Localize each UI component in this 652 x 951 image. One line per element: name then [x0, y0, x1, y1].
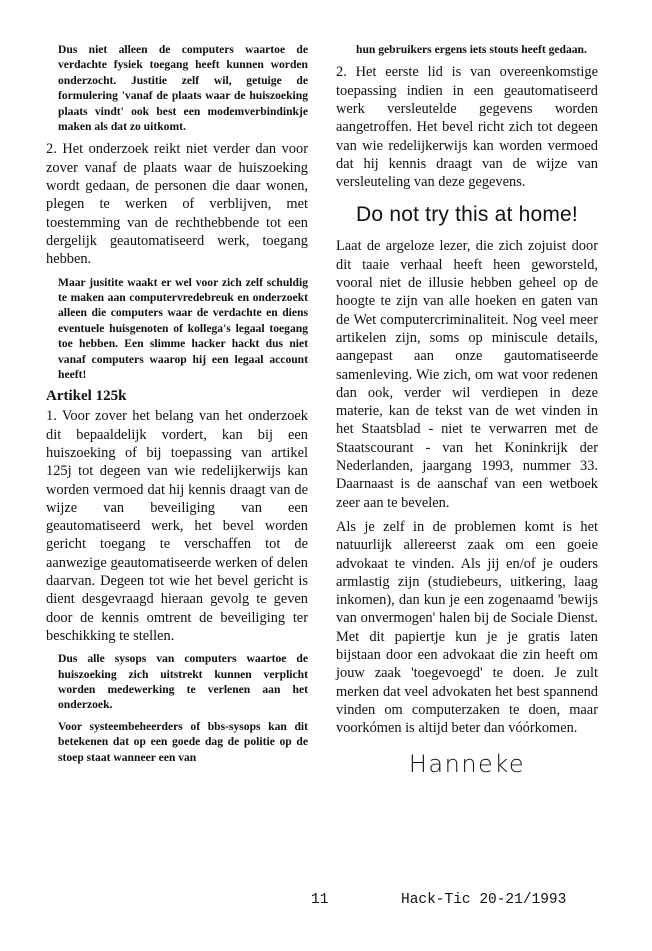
law-paragraph: 2. Het eerste lid is van overeenkomstige toepassing indien in een geautomatiseerd werk versleutelde gegevens worden aangetroffen. Het bevel richt zich tot degeen van wie redelijkerwijs kan worden vermoed dat hij kennis draagt van de wijze van versleuteling van deze gegevens.	[336, 64, 598, 191]
editorial-note: hun gebruikers ergens iets stouts heeft gedaan.	[356, 43, 587, 56]
law-paragraph: 1. Voor zover het belang van het onderzoek dit bepaaldelijk vordert, kan bij een huiszoeking of bij toepassing van artikel 125j tot degeen van wie redelijkerwijs kan worden vermoed dat hij kennis draagt van de wijze van beveiliging van een geautomatiseerd werk, het bevel worden gericht toegang te verschaffen tot de aanwezige geautomatiseerde werken of delen daarvan. Degeen tot wie het bevel gericht is dient desgevraagd hieraan gevolg te geven door de kennis omtrent de beveiliging ter beschikking te stellen.	[46, 408, 308, 644]
page-number: 11	[311, 892, 329, 908]
right-column	[336, 42, 598, 778]
editorial-note: Dus alle sysops van computers waartoe de huiszoeking zich uitstrekt kunnen verplicht worden medewerking te verlenen aan het onderzoek.	[58, 652, 308, 712]
issue-label: Hack-Tic 20-21/1993	[401, 892, 567, 908]
body-paragraph: Als je zelf in de problemen komt is het natuurlijk allereerst zaak om een goeie advokaat te vinden. Als jij en/of je ouders armlastig zijn (studiebeurs, uitkering, laag inkomen), dan kun je een zogenaamd 'bewijs van onvermogen' halen bij de Sociale Dienst. Met dit papiertje kun je je gratis laten bijstaan door een advokaat die zin heeft om jouw zaak 'toegevoegd' te doen. Je zult merken dat veel advokaten het best spannend vinden om computerzaken te doen, maar voorkómen is altijd beter dan vóórkomen.	[336, 518, 598, 737]
editorial-note: Dus niet alleen de computers waartoe de verdachte fysiek toegang heeft kunnen worden onderzocht. Justitie zelf wil, getuige de formulering 'vanaf de plaats waar de huiszoeking plaats vindt' ook best een modemverbindinkje maken als dat zo uitkomt.	[58, 43, 308, 134]
editorial-note: Maar jusitite waakt er wel voor zich zelf schuldig te maken aan computervredebreuk en onderzoekt alleen die computers waar de verdachte en diens eventuele huisgenoten of kollega's legaal toegang toe hebben. Een slimme hacker hackt dus niet vanaf computers waarop hij een legaal account heeft!	[58, 275, 308, 381]
editorial-note: Voor systeembeheerders of bbs-sysops kan dit betekenen dat op een goede dag de politie op de stoep staat wanneer een van	[58, 719, 308, 764]
left-column	[46, 42, 308, 771]
article-heading: Do not try this at home!	[356, 203, 578, 227]
body-paragraph: Laat de argeloze lezer, die zich zojuist door dit taaie verhaal heeft heen geworsteld, vooral niet de illusie hebben geheel op de hoogte te zijn van alle hoeken en gaten van de Wet computercriminaliteit. Nog veel meer artikelen zijn, soms op miniscule details, aangepast aan onze gautomatiseerde samenleving. Wie zich, om wat voor redenen dan ook, verder wil verdiepen in deze materie, kan de tekst van de wet vinden in het Staatsblad - niet te verwarren met de Staatscourant - van het Koninkrijk der Nederlanden, jaargang 1993, nummer 33. Daarnaast is de aanschaf van een wetboek zeer aan te bevelen.	[336, 238, 598, 511]
law-paragraph: 2. Het onderzoek reikt niet verder dan voor zover vanaf de plaats waar de huiszoeking wordt gedaan, de personen die daar wonen, plegen te werken of verblijven, met toestemming van de rechthebbende tot een dergelijk geautomatiseerd werk, toegang hebben.	[46, 141, 308, 268]
author-signature: Hanneke	[408, 749, 526, 778]
section-heading: Artikel 125k	[46, 388, 127, 405]
